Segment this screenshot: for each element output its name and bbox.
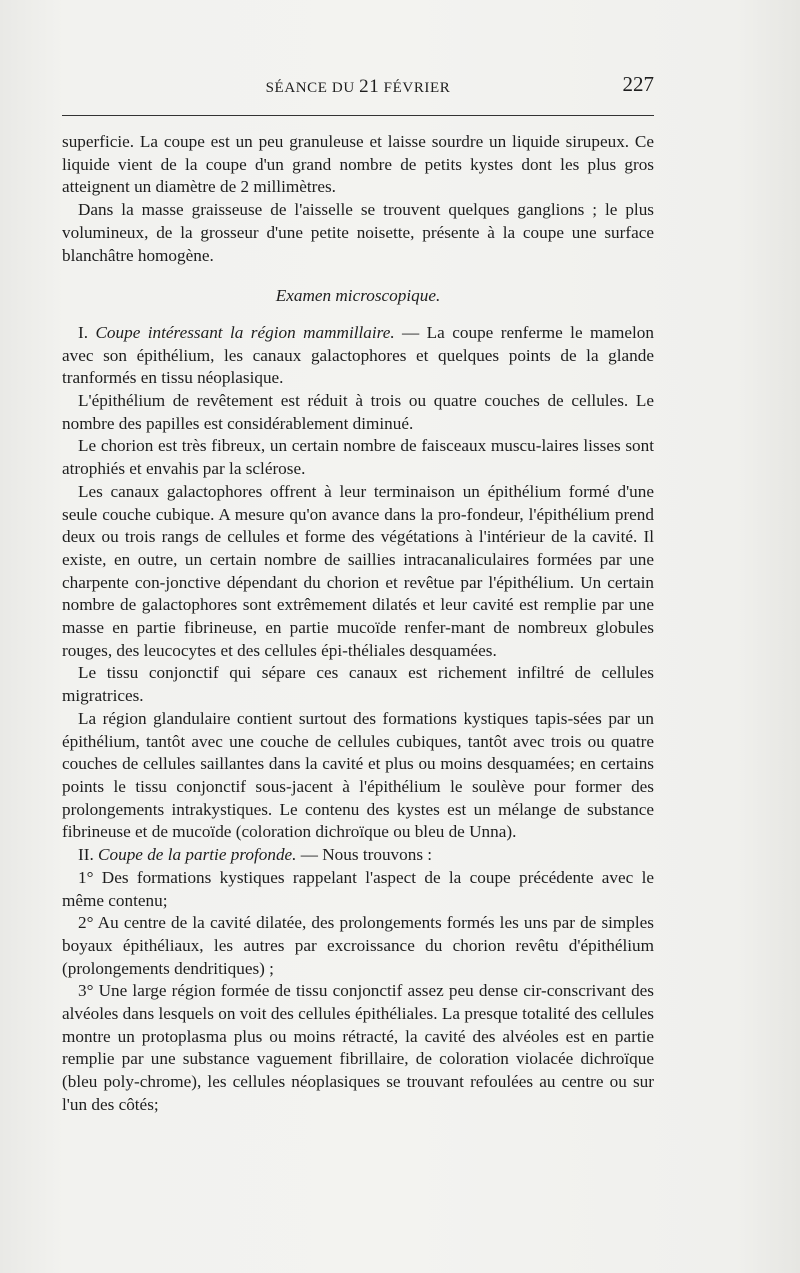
- running-title-post: FÉVRIER: [379, 80, 451, 96]
- paragraph-4: L'épithélium de revêtement est réduit à trois ou quatre couches de cellules. Le nombre des papilles est considérablement diminué.: [62, 391, 654, 433]
- header-rule: [62, 115, 654, 116]
- body-text: [62, 131, 654, 1117]
- paragraph-11: 2° Au centre de la cavité dilatée, des prolongements formés les uns par de simples boyaux épithéliaux, les autres par excroissance du chorion revêtu d'épithélium (prolongements dendritiques) ;: [62, 913, 654, 978]
- paragraph-3-text: — La coupe renferme le mamelon avec son épithélium, les canaux galactophores et quelques points de la glande tranformés en tissu néoplasique.: [62, 322, 654, 388]
- paragraph-7: Le tissu conjonctif qui sépare ces canaux est richement infiltré de cellules migratrices.: [62, 663, 654, 706]
- paragraph-8: La région glandulaire contient surtout des formations kystiques tapis-sées par un épithélium, tantôt avec une couche de cellules cubiques, tantôt avec trois ou quatre couches de cellules saillantes dans la cavité et plus ou moins desquamées; en certains points le tissu conjonctif sous-jacent à l'épithélium le soulève pour former des prolongements intrakystiques. Le contenu des kystes est un mélange de substance fibrineuse et de mucoïde (coloration dichroïque ou bleu de Unna).: [62, 708, 654, 842]
- paragraph-5: Le chorion est très fibreux, un certain nombre de faisceaux muscu-laires lisses sont atrophiés et envahis par la sclérose.: [62, 436, 654, 479]
- running-title: [62, 76, 654, 98]
- section-title-1: Coupe intéressant la région mammillaire.: [95, 322, 395, 342]
- running-title-day: 21: [359, 76, 380, 97]
- paragraph-3: [62, 322, 654, 390]
- paragraph-9-text: — Nous trouvons :: [296, 845, 433, 865]
- running-title-pre: SÉANCE DU: [265, 80, 360, 96]
- page-number: 227: [622, 72, 654, 96]
- paragraph-10: 1° Des formations kystiques rappelant l'aspect de la coupe précédente avec le même contenu;: [62, 867, 654, 910]
- section-heading: Examen microscopique.: [275, 286, 441, 306]
- paragraph-1: superficie. La coupe est un peu granuleuse et laisse sourdre un liquide sirupeux. Ce liquide vient de la coupe d'un grand nombre de petits kystes dont les plus gros atteignent un diamètre de 2 millimètres.: [62, 132, 654, 197]
- page-header: [62, 72, 654, 106]
- section-title-2: Coupe de la partie profonde.: [98, 845, 297, 865]
- section-number-2: II.: [78, 845, 99, 865]
- section-number-1: I.: [78, 322, 96, 342]
- paragraph-2: Dans la masse graisseuse de l'aisselle se trouvent quelques ganglions ; le plus volumineux, de la grosseur d'une petite noisette, présente à la coupe une surface blanchâtre homogène.: [62, 200, 654, 265]
- paragraph-6: Les canaux galactophores offrent à leur terminaison un épithélium formé d'une seule couche cubique. A mesure qu'on avance dans la pro-fondeur, l'épithélium prend deux ou trois rangs de cellules et forme des végétations à l'intérieur de la cavité. Il existe, en outre, un certain nombre de saillies intracanaliculaires formées par une charpente con-jonctive dépendant du chorion et revêtue par l'épithélium. Un certain nombre de galactophores sont extrêmement dilatés et leur cavité est remplie par une masse en partie fibrineuse, en partie mucoïde renfer-mant de nombreux globules rouges, des leucocytes et des cellules épi-théliales desquamées.: [62, 481, 654, 660]
- paragraph-9: [62, 844, 654, 867]
- paragraph-12: 3° Une large région formée de tissu conjonctif assez peu dense cir-conscrivant des alvéoles dans lesquels on voit des cellules épithéliales. La presque totalité des cellules montre un protoplasma plus ou moins rétracté, la cavité des alvéoles est en partie remplie par une substance vaguement fibrillaire, de coloration violacée dichroïque (bleu poly-chrome), les cellules néoplasiques se trouvant refoulées au centre ou sur l'un des côtés;: [62, 981, 654, 1114]
